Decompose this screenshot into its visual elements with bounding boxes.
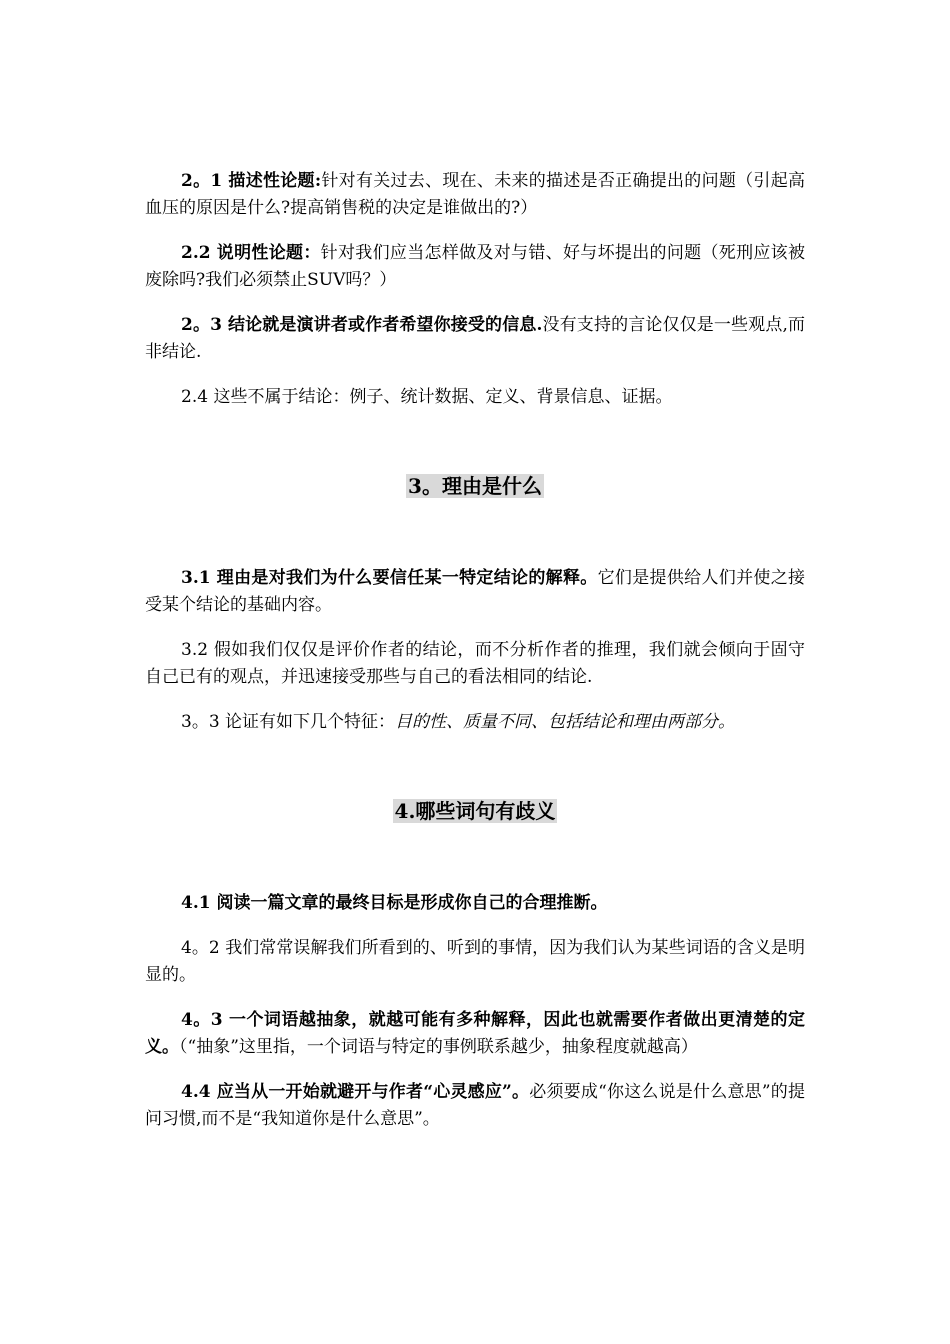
- para-2-1-lead: 2。1 描述性论题:: [181, 171, 322, 191]
- para-3-3-lead: 3。3 论证有如下几个特征：: [181, 712, 396, 732]
- para-3-2-text: 3.2 假如我们仅仅是评价作者的结论，而不分析作者的推理，我们就会倾向于固守自己已有的观点，并迅速接受那些与自己的看法相同的结论.: [145, 640, 805, 687]
- para-2-4-text: 2.4 这些不属于结论：例子、统计数据、定义、背景信息、证据。: [181, 387, 673, 407]
- section-heading-4: [145, 796, 805, 826]
- document-page: [145, 168, 805, 1133]
- section-heading-4-text: 4.哪些词句有歧义: [394, 799, 556, 823]
- para-2-1: [145, 168, 805, 222]
- para-2-2-lead: 2.2 说明性论题：: [181, 243, 321, 263]
- para-4-3: [145, 1007, 805, 1061]
- para-2-1-text: 针对有关过去、现在、未来的描述是否正确提出的问题（引起高血压的原因是什么?提高销售税的决定是谁做出的?）: [145, 171, 805, 218]
- para-4-1-lead: 4.1 阅读一篇文章的最终目标是形成你自己的合理推断。: [181, 893, 608, 913]
- para-4-3-text: （“抽象”这里指，一个词语与特定的事例联系越少，抽象程度就越高）: [179, 1037, 698, 1057]
- para-4-4: [145, 1079, 805, 1133]
- section-heading-3: [145, 471, 805, 501]
- para-2-4: [145, 384, 805, 411]
- para-4-2: [145, 935, 805, 989]
- para-2-3-text: 没有支持的言论仅仅是一些观点,而非结论.: [145, 315, 805, 362]
- para-2-3-lead: 2。3 结论就是演讲者或作者希望你接受的信息.: [181, 315, 543, 335]
- para-4-4-text: 必须要成“你这么说是什么意思”的提问习惯,而不是“我知道你是什么意思”。: [145, 1082, 805, 1129]
- para-4-1: [145, 890, 805, 917]
- para-3-1: [145, 565, 805, 619]
- para-3-3: [145, 709, 805, 736]
- para-4-4-lead: 4.4 应当从一开始就避开与作者“心灵感应”。: [181, 1082, 530, 1102]
- para-3-1-lead: 3.1 理由是对我们为什么要信任某一特定结论的解释。: [181, 568, 598, 588]
- para-2-3: [145, 312, 805, 366]
- para-4-2-text: 4。2 我们常常误解我们所看到的、听到的事情，因为我们认为某些词语的含义是明显的。: [145, 938, 805, 985]
- para-4-3-lead: 4。3 一个词语越抽象，就越可能有多种解释，因此也就需要作者做出更清楚的定义。: [145, 1010, 805, 1057]
- para-3-1-text: 它们是提供给人们并使之接受某个结论的基础内容。: [145, 568, 806, 615]
- para-3-3-italic: 目的性、质量不同、包括结论和理由两部分。: [395, 712, 736, 732]
- para-2-2: [145, 240, 805, 294]
- para-2-2-text: 针对我们应当怎样做及对与错、好与坏提出的问题（死刑应该被废除吗?我们必须禁止SUV吗？）: [145, 243, 805, 290]
- section-heading-3-text: 3。理由是什么: [408, 474, 542, 498]
- para-3-2: [145, 637, 805, 691]
